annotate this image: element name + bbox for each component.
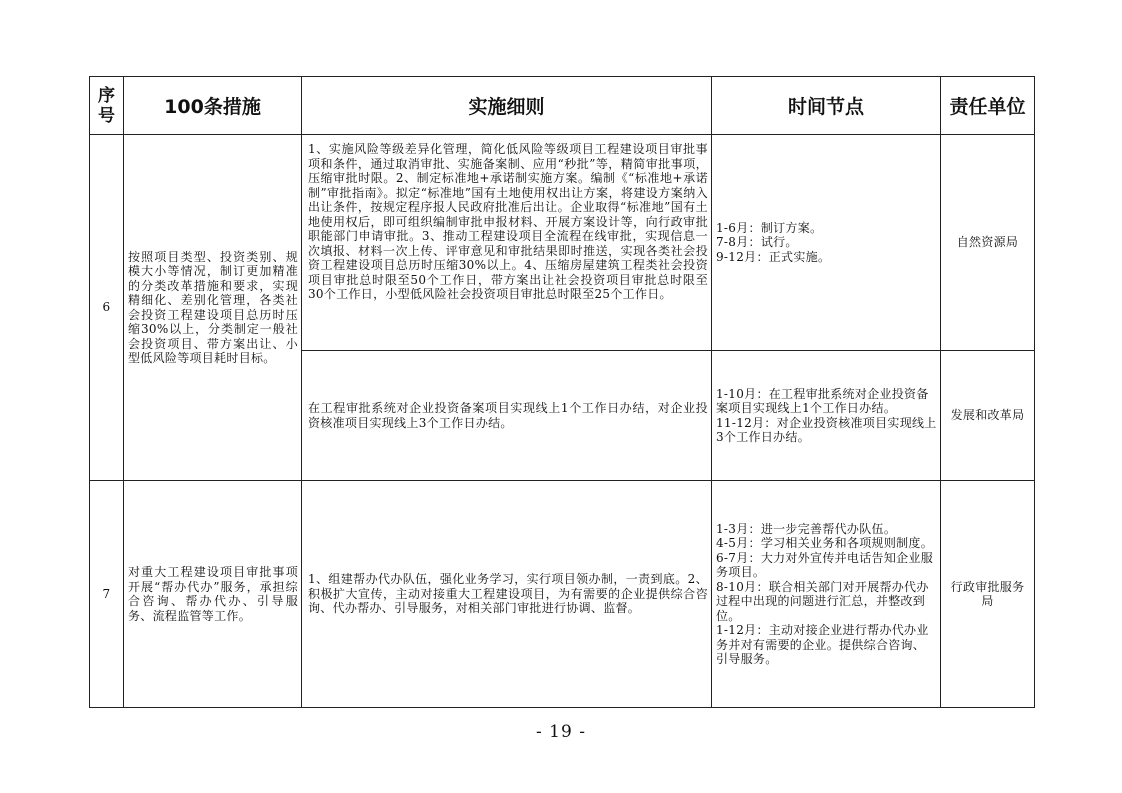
- time-line: 4-5月：学习相关业务和各项规则制度。: [716, 536, 934, 550]
- measure-cell: 对重大工程建设项目审批事项开展“帮办代办”服务，承担综合咨询、帮办代办、引导服务、流程监管等工作。: [124, 481, 302, 708]
- time-cell: [712, 135, 941, 351]
- time-line: 6-7月：大力对外宣传并电话告知企业服务项目。: [716, 550, 934, 579]
- detail-cell: 1、实施风险等级差异化管理，简化低风险等级项目工程建设项目审批事项和条件，通过取消审批、实施备案制、应用“秒批”等，精简审批事项，压缩审批时限。2、制定标准地+承诺制实施方案。编制《“标准地+承诺制”审批指南》。拟定“标准地”国有土地使用权出让方案，将建设方案纳入出让条件，按规定程序报人民政府批准后出让。企业取得“标准地”国有土地使用权后，即可组织编制审批申报材料、开展方案设计等，向行政审批职能部门申请审批。3、推动工程建设项目全流程在线审批，实现信息一次填报、材料一次上传、评审意见和审批结果即时推送，实现各类社会投资工程建设项目总历时压缩30%以上。4、压缩房屋建筑工程类社会投资项目审批总时限至50个工作日，带方案出让社会投资项目审批总时限至30个工作日，小型低风险社会投资项目审批总时限至25个工作日。: [302, 135, 712, 351]
- detail-cell: 在工程审批系统对企业投资备案项目实现线上1个工作日办结，对企业投资核准项目实现线上3个工作日办结。: [302, 351, 712, 481]
- time-line: 8-10月：联合相关部门对开展帮办代办过程中出现的问题进行汇总，并整改到位。: [716, 579, 929, 623]
- detail-cell: 1、组建帮办代办队伍，强化业务学习，实行项目领办制，一责到底。2、积极扩大宣传，主动对接重大工程建设项目，为有需要的企业提供综合咨询、代办帮办、引导服务，对相关部门审批进行协调、监督。: [302, 481, 712, 708]
- header-detail: 实施细则: [302, 77, 712, 135]
- measures-table: [89, 76, 1035, 708]
- time-line: 1-10月：在工程审批系统对企业投资备案项目实现线上1个工作日办结。: [716, 386, 929, 415]
- table-row: [90, 135, 1035, 351]
- header-seq: 序号: [90, 77, 124, 135]
- header-row: [90, 77, 1035, 135]
- time-line: 9-12月：正式实施。: [716, 249, 831, 264]
- page-number: - 19 -: [536, 722, 586, 742]
- unit-cell: 行政审批服务局: [941, 481, 1035, 708]
- time-cell: [712, 481, 941, 708]
- time-line: 11-12月：对企业投资核准项目实现线上3个工作日办结。: [716, 415, 937, 444]
- time-line: 1-3月：进一步完善帮代办队伍。: [716, 521, 897, 536]
- seq-cell: 6: [90, 135, 124, 481]
- time-cell: [712, 351, 941, 481]
- header-measure: 100条措施: [124, 77, 302, 135]
- header-time: 时间节点: [712, 77, 941, 135]
- measure-cell: 按照项目类型、投资类别、规模大小等情况，制订更加精准的分类改革措施和要求，实现精细化、差别化管理，各类社会投资工程建设项目总历时压缩30%以上，分类制定一般社会投资项目、带方案出让、小型低风险等项目耗时目标。: [124, 135, 302, 481]
- time-line: 1-6月：制订方案。: [716, 220, 823, 235]
- header-unit: 责任单位: [941, 77, 1035, 135]
- time-line: 1-12月：主动对接企业进行帮办代办业务并对有需要的企业。提供综合咨询、引导服务。: [716, 623, 929, 666]
- unit-cell: 自然资源局: [941, 135, 1035, 351]
- seq-cell: 7: [90, 481, 124, 708]
- unit-cell: 发展和改革局: [941, 351, 1035, 481]
- time-line: 7-8月：试行。: [716, 235, 798, 250]
- table-row: [90, 481, 1035, 708]
